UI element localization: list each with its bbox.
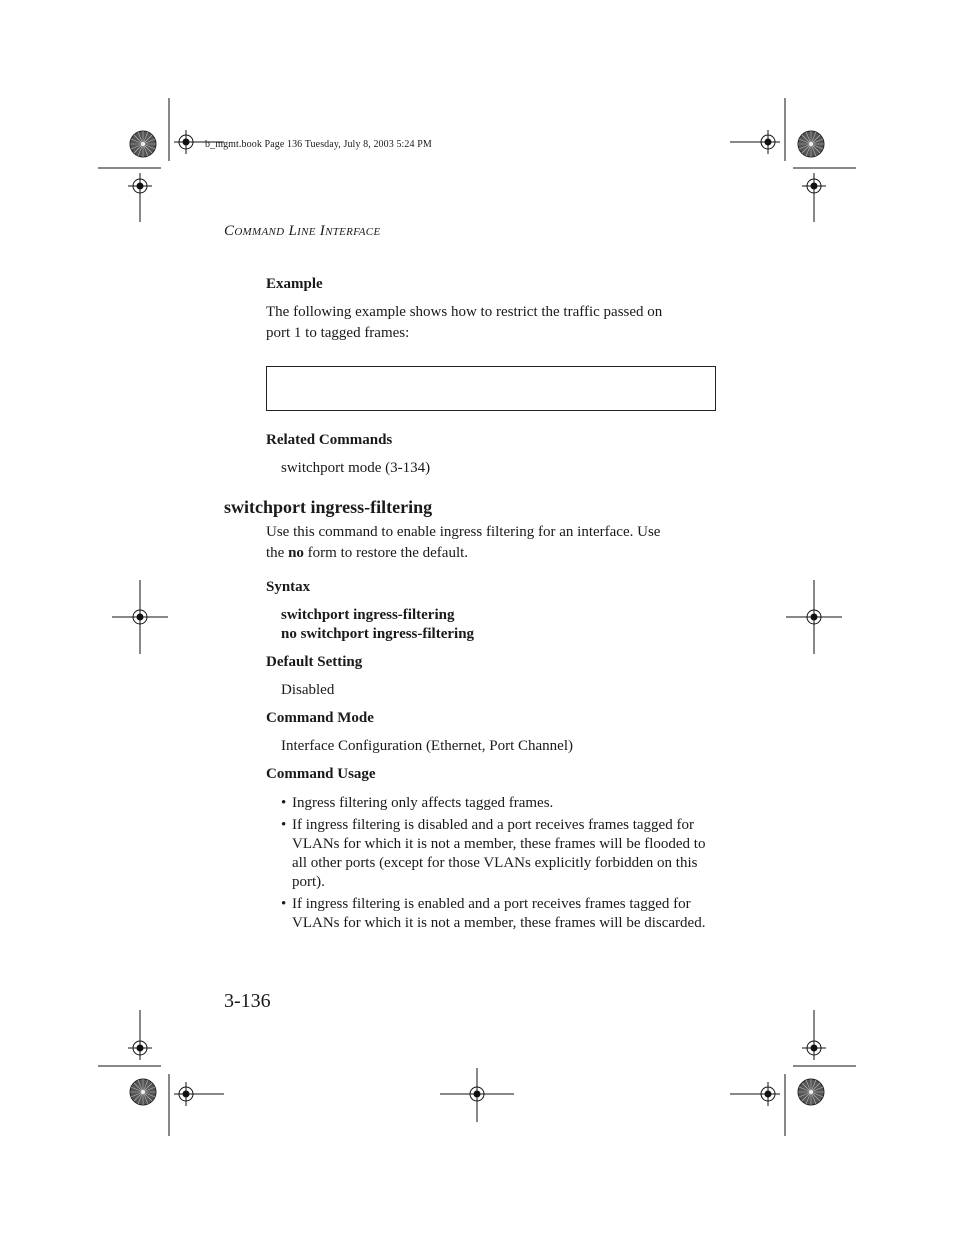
crop-mark-bottom-center [440, 1068, 514, 1122]
crop-mark-bottom-right [730, 1010, 856, 1136]
example-heading: Example [266, 276, 323, 292]
example-text-line-2: port 1 to tagged frames: [266, 325, 410, 341]
related-command-item: switchport mode (3-134) [281, 460, 431, 476]
syntax-line-1: switchport ingress-filtering [281, 607, 455, 623]
crop-mark-top-left [98, 98, 224, 222]
print-slug: b_mgmt.book Page 136 Tuesday, July 8, 2003 5:24 PM [205, 139, 432, 150]
syntax-heading: Syntax [266, 579, 311, 595]
running-head: COMMAND LINE INTERFACE [224, 223, 381, 239]
crop-mark-top-right [730, 98, 856, 222]
crop-mark-mid-right [786, 580, 842, 654]
syntax-line-2: no switchport ingress-filtering [281, 626, 475, 642]
page-number: 3-136 [224, 990, 271, 1012]
command-mode-value: Interface Configuration (Ethernet, Port Channel) [281, 738, 573, 754]
list-item: • If ingress filtering is disabled and a port receives frames tagged for VLANs for which it is not a member, these frames will be flooded to all other ports (except for those VLANs explicitly forbidden on this port). [281, 817, 706, 890]
command-usage-list [281, 794, 721, 936]
command-description-line-1: Use this command to enable ingress filtering for an interface. Use [266, 524, 661, 540]
list-item: • If ingress filtering is enabled and a port receives frames tagged for VLANs for which it is not a member, these frames will be discarded. [281, 896, 706, 931]
default-setting-heading: Default Setting [266, 654, 363, 670]
command-usage-heading: Command Usage [266, 766, 376, 782]
command-mode-heading: Command Mode [266, 710, 374, 726]
default-setting-value: Disabled [281, 682, 335, 698]
crop-mark-mid-left [112, 580, 168, 654]
example-code-box [266, 366, 716, 411]
command-description-line-2: the no form to restore the default. [266, 545, 469, 561]
crop-mark-bottom-left [98, 1010, 224, 1136]
related-commands-heading: Related Commands [266, 432, 393, 448]
no-keyword: no [288, 545, 304, 561]
command-title: switchport ingress-filtering [224, 497, 433, 517]
list-item: • Ingress filtering only affects tagged frames. [281, 795, 554, 811]
example-text-line-1: The following example shows how to restrict the traffic passed on [266, 304, 663, 320]
